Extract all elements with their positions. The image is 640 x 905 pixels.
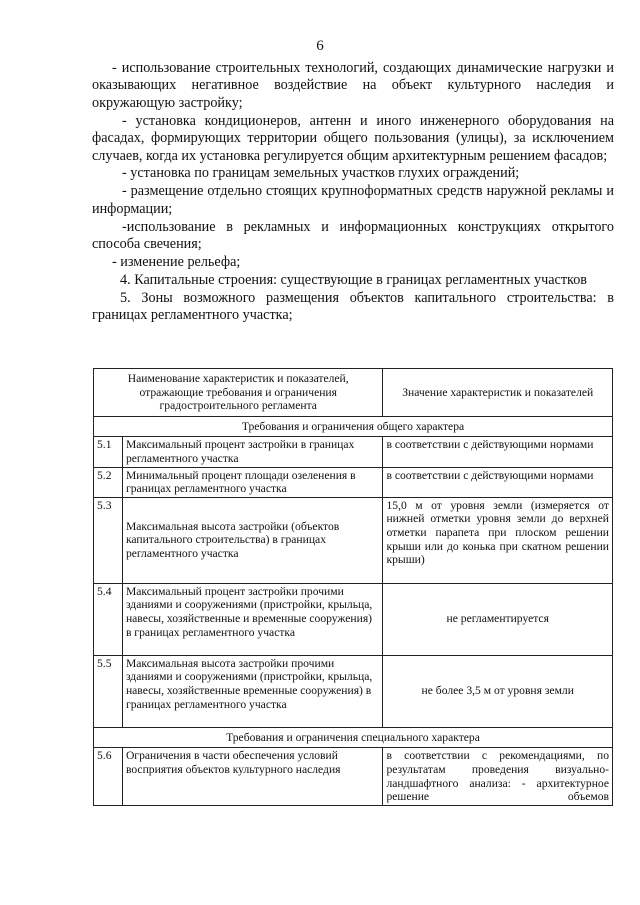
row-name: Максимальный процент застройки в границах регламентного участка xyxy=(122,437,383,467)
table-row xyxy=(94,583,613,655)
table-row xyxy=(94,748,613,805)
row-number: 5.4 xyxy=(94,583,123,655)
paragraph: 5. Зоны возможного размещения объектов капитального строительства: в границах регламентного участка; xyxy=(92,289,614,324)
section-title: Требования и ограничения специального характера xyxy=(94,727,613,748)
page-number: 6 xyxy=(316,38,324,54)
regulations-table xyxy=(93,368,613,806)
header-name-cell: Наименование характеристик и показателей, отражающие требования и ограничения градостроительного регламента xyxy=(94,369,383,417)
table-row xyxy=(94,467,613,497)
row-number: 5.1 xyxy=(94,437,123,467)
section-row xyxy=(94,416,613,437)
table-row xyxy=(94,497,613,583)
paragraph: -использование в рекламных и информационных конструкциях открытого способа свечения; xyxy=(92,218,614,253)
row-name: Максимальный процент застройки прочими зданиями и сооружениями (пристройки, крыльца, навесы, хозяйственные и временные сооружения) в границах регламентного участка xyxy=(122,583,383,655)
row-value: не регламентируется xyxy=(383,583,613,655)
row-name: Минимальный процент площади озеленения в границах регламентного участка xyxy=(122,467,383,497)
section-title: Требования и ограничения общего характера xyxy=(94,416,613,437)
row-value: не более 3,5 м от уровня земли xyxy=(383,655,613,727)
table-header-row xyxy=(94,369,613,417)
row-number: 5.5 xyxy=(94,655,123,727)
paragraph: - использование строительных технологий, создающих динамические нагрузки и оказывающих негативное воздействие на объект культурного наследия и окружающую застройку; xyxy=(92,60,614,111)
row-value: в соответствии с действующими нормами xyxy=(383,437,613,467)
table-row xyxy=(94,655,613,727)
row-number: 5.2 xyxy=(94,467,123,497)
paragraph: - изменение рельефа; xyxy=(112,253,241,270)
row-name: Максимальная высота застройки прочими зданиями и сооружениями (пристройки, крыльца, навесы, хозяйственные временные сооружения) в границах регламентного участка xyxy=(122,655,383,727)
row-name: Максимальная высота застройки (объектов капитального строительства) в границах регламентного участка xyxy=(122,497,383,583)
row-name: Ограничения в части обеспечения условий восприятия объектов культурного наследия xyxy=(122,748,383,805)
paragraph: - установка кондиционеров, антенн и иного инженерного оборудования на фасадах, формирующих территории общего пользования (улицы), за исключением случаев, когда их установка регулируется общим архитектурным решением фасадов; xyxy=(92,112,614,164)
paragraph: - размещение отдельно стоящих крупноформатных средств наружной рекламы и информации; xyxy=(92,183,614,217)
row-value: в соответствии с действующими нормами xyxy=(383,467,613,497)
table-row xyxy=(94,437,613,467)
header-value-cell: Значение характеристик и показателей xyxy=(383,369,613,417)
paragraph: - установка по границам земельных участков глухих ограждений; xyxy=(122,165,520,182)
row-number: 5.3 xyxy=(94,497,123,583)
section-row xyxy=(94,727,613,748)
row-value: 15,0 м от уровня земли (измеряется от нижней отметки уровня земли до верхней отметки парапета при плоском решении крыши или до конька при скатном решении крыши) xyxy=(383,497,613,583)
row-value: в соответствии с рекомендациями, по результатам проведения визуально-ландшафтного анализа: - архитектурное решение объемов xyxy=(383,748,613,805)
paragraph: 4. Капитальные строения: существующие в границах регламентных участков xyxy=(120,271,588,288)
body-text xyxy=(92,60,614,325)
row-number: 5.6 xyxy=(94,748,123,805)
